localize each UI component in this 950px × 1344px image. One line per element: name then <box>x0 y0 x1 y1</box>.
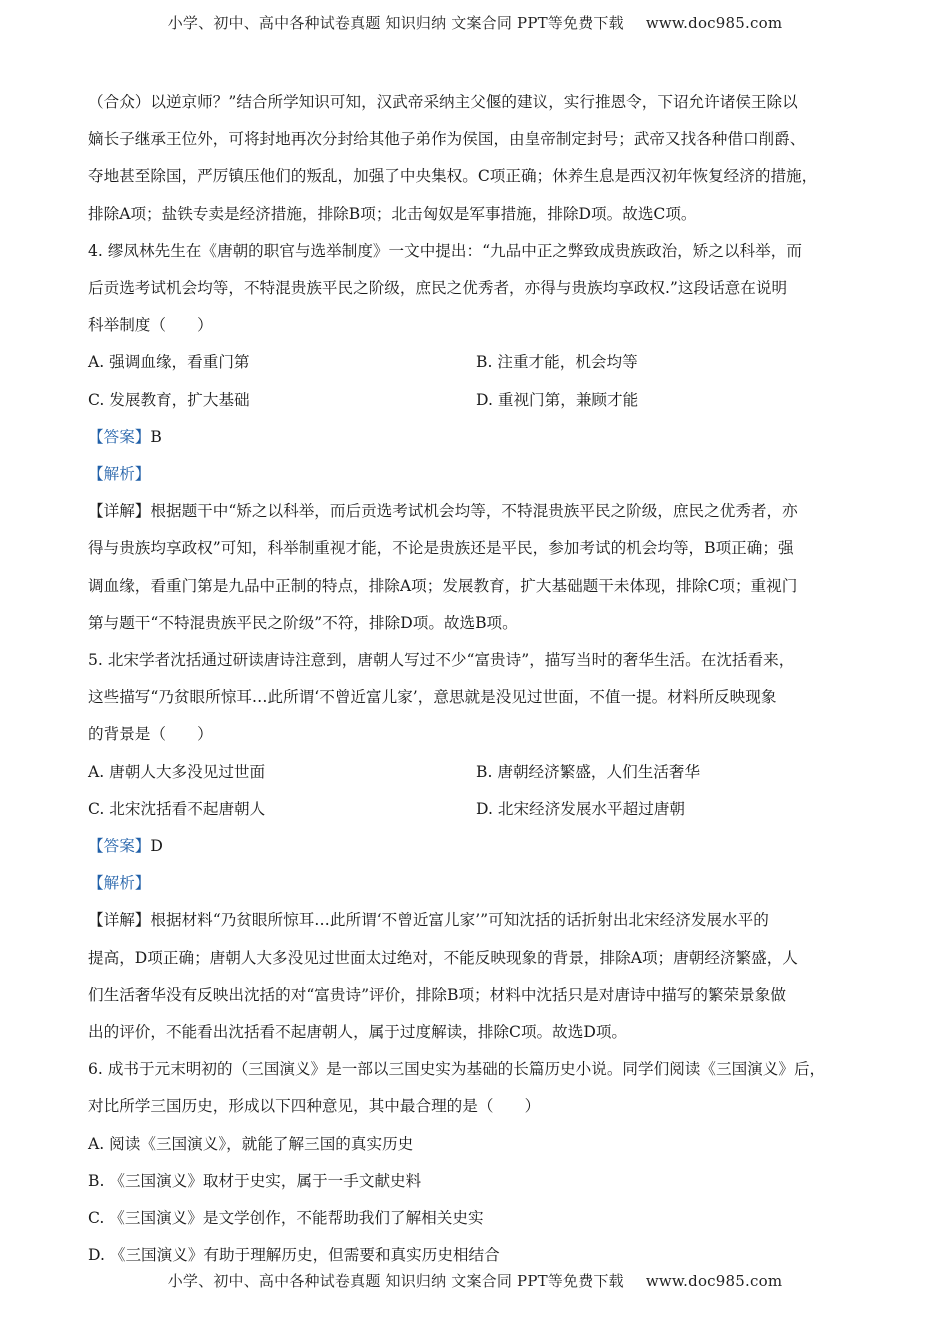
q5-stem-line: 的背景是（ ） <box>88 725 213 744</box>
q6-option-a: A. 阅读《三国演义》，就能了解三国的真实历史 <box>88 1134 414 1153</box>
q4-detail-line: 得与贵族均享政权”可知，科举制重视才能，不论是贵族还是平民，参加考试的机会均等，B项正确；强 <box>88 539 794 558</box>
q4-detail-line: 调血缘，看重门第是九品中正制的特点，排除A项；发展教育，扩大基础题干未体现，排除C项；重视门 <box>88 576 798 595</box>
q6-option-d: D. 《三国演义》有助于理解历史，但需要和真实历史相结合 <box>88 1246 500 1265</box>
q5-stem-line: 5. 北宋学者沈括通过研读唐诗注意到，唐朝人写过不少“富贵诗”，描写当时的奢华生活。在沈括看来， <box>88 651 795 670</box>
q3-line: 排除A项；盐铁专卖是经济措施，排除B项；北击匈奴是军事措施，排除D项。故选C项。 <box>88 204 697 223</box>
q5-detail-line <box>88 902 868 939</box>
q4-options-row <box>88 344 868 381</box>
footer-text: 小学、初中、高中各种试卷真题 知识归纳 文案合同 PPT等免费下载 <box>167 1272 624 1290</box>
document-body <box>88 84 868 1275</box>
q5-detail-line: 们生活奢华没有反映出沈括的对“富贵诗”评价，排除B项；材料中沈括只是对唐诗中描写的繁荣景象做 <box>88 985 786 1004</box>
detail-text: 根据材料“乃贫眼所惊耳…此所谓‘不曾近富儿家’”可知沈括的话折射出北宋经济发展水平的 <box>150 911 769 930</box>
q5-option-a: A. 唐朝人大多没见过世面 <box>88 762 266 781</box>
q3-line: 夺地甚至除国，严厉镇压他们的叛乱，加强了中央集权。C项正确；休养生息是西汉初年恢复经济的措施， <box>88 167 818 186</box>
page-footer <box>0 1270 950 1291</box>
answer-tag: 【答案】 <box>88 837 151 856</box>
detail-text: 根据题干中“矫之以科举，而后贡选考试机会均等，不特混贵族平民之阶级，庶民之优秀者，亦 <box>150 502 798 521</box>
q6-stem-line: 6. 成书于元末明初的（三国演义》是一部以三国史实为基础的长篇历史小说。同学们阅读《三国演义》后， <box>88 1060 826 1079</box>
q4-analysis <box>88 456 868 493</box>
q5-option-b: B. 唐朝经济繁盛，人们生活奢华 <box>476 762 701 781</box>
detail-tag: 【详解】 <box>88 911 151 930</box>
q3-line: 嫡长子继承王位外，可将封地再次分封给其他子弟作为侯国，由皇帝制定封号；武帝又找各种借口削爵、 <box>88 130 806 149</box>
q5-options-row <box>88 791 868 828</box>
analysis-tag: 【解析】 <box>88 874 151 893</box>
answer-value: D <box>150 837 163 856</box>
q4-option-c: C. 发展教育，扩大基础 <box>88 390 250 409</box>
q5-detail-line: 提高，D项正确；唐朝人大多没见过世面太过绝对，不能反映现象的背景，排除A项；唐朝经济繁盛，人 <box>88 948 798 967</box>
q4-options-row <box>88 382 868 419</box>
answer-value: B <box>150 427 162 446</box>
q4-option-d: D. 重视门第，兼顾才能 <box>476 390 639 409</box>
detail-tag: 【详解】 <box>88 502 151 521</box>
page-header <box>0 12 950 33</box>
q6-stem-line: 对比所学三国历史，形成以下四种意见，其中最合理的是（ ） <box>88 1097 541 1116</box>
q4-detail-line <box>88 493 868 530</box>
q4-stem-line: 科举制度（ ） <box>88 316 213 335</box>
footer-site[interactable]: www.doc985.com <box>645 1272 783 1290</box>
q6-option-c: C. 《三国演义》是文学创作，不能帮助我们了解相关史实 <box>88 1209 484 1228</box>
q4-option-b: B. 注重才能，机会均等 <box>476 353 638 372</box>
q4-detail-line: 第与题干“不特混贵族平民之阶级”不符，排除D项。故选B项。 <box>88 613 518 632</box>
q3-line: （合众）以逆京师？”结合所学知识可知，汉武帝采纳主父偃的建议，实行推恩令，下诏允许诸侯王除以 <box>88 93 798 111</box>
q5-detail-line: 出的评价，不能看出沈括看不起唐朝人，属于过度解读，排除C项。故选D项。 <box>88 1023 628 1042</box>
header-text: 小学、初中、高中各种试卷真题 知识归纳 文案合同 PPT等免费下载 <box>167 14 624 32</box>
q6-option-b: B. 《三国演义》取材于史实，属于一手文献史料 <box>88 1171 422 1190</box>
header-site[interactable]: www.doc985.com <box>645 14 783 32</box>
q5-options-row <box>88 754 868 791</box>
answer-tag: 【答案】 <box>88 427 151 446</box>
q5-answer <box>88 828 868 865</box>
q5-analysis <box>88 865 868 902</box>
analysis-tag: 【解析】 <box>88 465 151 484</box>
q4-stem-line: 后贡选考试机会均等，不特混贵族平民之阶级，庶民之优秀者，亦得与贵族均享政权.”这段话意在说明 <box>88 279 788 298</box>
q5-stem-line: 这些描写“乃贫眼所惊耳…此所谓‘不曾近富儿家’，意思就是没见过世面，不值一提。材料所反映现象 <box>88 688 777 707</box>
q4-option-a: A. 强调血缘，看重门第 <box>88 353 250 372</box>
q4-stem-line: 4. 缪凤林先生在《唐朝的职官与选举制度》一文中提出：“九品中正之弊致成贵族政治，矫之以科举，而 <box>88 241 802 260</box>
q5-option-c: C. 北宋沈括看不起唐朝人 <box>88 799 266 818</box>
q4-answer <box>88 419 868 456</box>
q5-option-d: D. 北宋经济发展水平超过唐朝 <box>476 799 685 818</box>
